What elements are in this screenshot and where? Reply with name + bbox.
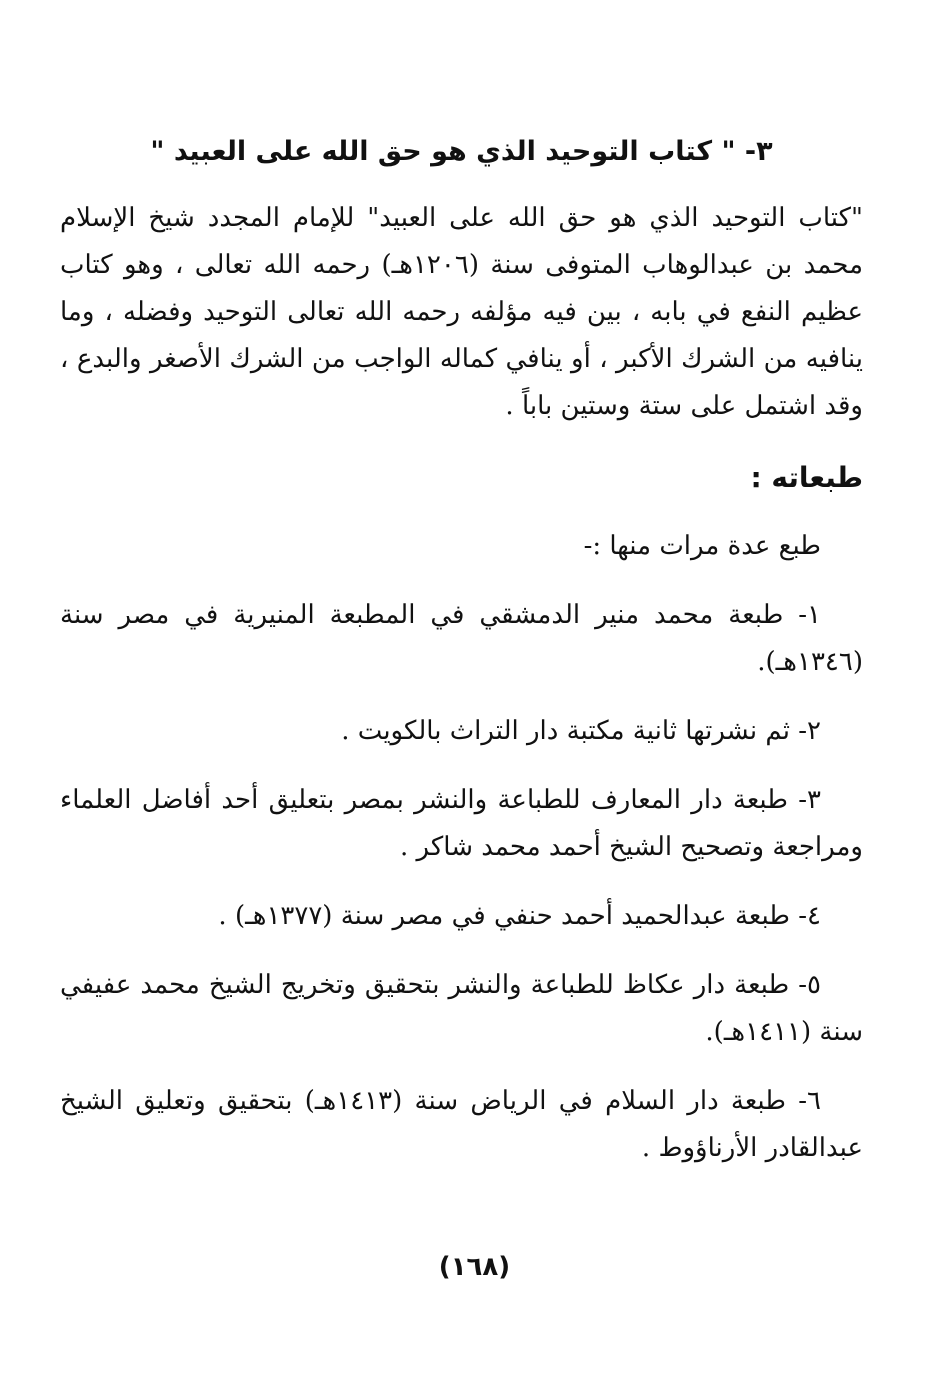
page-number: (١٦٨) xyxy=(438,1252,511,1282)
edition-item-1: ١- طبعة محمد منير الدمشقي في المطبعة المنيرية في مصر سنة (١٣٤٦هـ). xyxy=(60,599,863,677)
intro-paragraph: "كتاب التوحيد الذي هو حق الله على العبيد" للإمام المجدد شيخ الإسلام محمد بن عبدالوهاب المتوفى سنة (١٢٠٦هـ) رحمه الله تعالى ، وهو كتاب عظيم النفع في بابه ، بين فيه مؤلفه رحمه الله تعالى التوحيد وفضله ، وما ينافيه من الشرك الأكبر ، أو ينافي كماله الواجب من الشرك الأصغر والبدع ، وقد اشتمل على ستة وستين باباً . xyxy=(60,203,864,422)
edition-item-6: ٦- طبعة دار السلام في الرياض سنة (١٤١٣هـ) بتحقيق وتعليق الشيخ عبدالقادر الأرناؤوط . xyxy=(60,1085,863,1163)
edition-item-3: ٣- طبعة دار المعارف للطباعة والنشر بمصر بتعليق أحد أفاضل العلماء ومراجعة وتصحيح الشيخ أحمد محمد شاكر . xyxy=(60,784,863,862)
editions-lead: طبع عدة مرات منها :- xyxy=(583,530,821,561)
edition-item-5: ٥- طبعة دار عكاظ للطباعة والنشر بتحقيق وتخريج الشيخ محمد عفيفي سنة (١٤١١هـ). xyxy=(60,969,863,1047)
section-title: ٣- " كتاب التوحيد الذي هو حق الله على العبيد " xyxy=(150,136,773,167)
edition-item-4: ٤- طبعة عبدالحميد أحمد حنفي في مصر سنة (١٣٧٧هـ) . xyxy=(218,900,821,931)
page-body xyxy=(60,130,863,1395)
edition-item-2: ٢- ثم نشرتها ثانية مكتبة دار التراث بالكويت . xyxy=(341,715,821,746)
editions-heading: طبعاته : xyxy=(750,461,863,495)
